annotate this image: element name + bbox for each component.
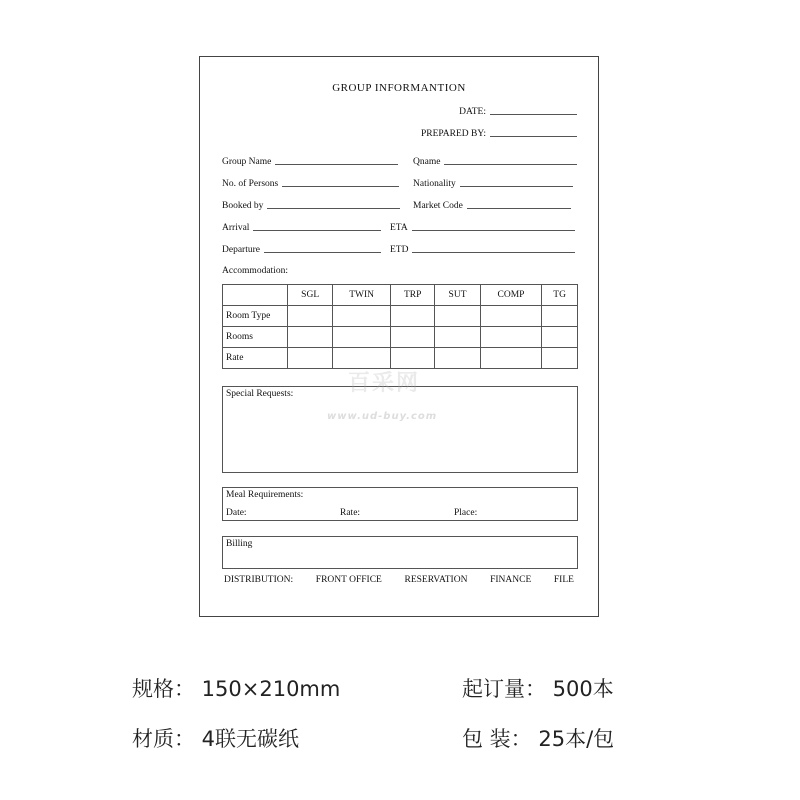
spec-packing: 包 装： 25本/包 <box>462 727 615 751</box>
form-title: GROUP INFORMANTION <box>332 82 466 94</box>
table-cell <box>435 327 480 348</box>
eta-line <box>412 230 575 231</box>
market-code-row <box>413 201 571 211</box>
prepared-label: PREPARED BY: <box>420 129 486 139</box>
qname-label: Qname <box>413 157 441 167</box>
table-cell <box>542 327 578 348</box>
table-cell <box>333 327 391 348</box>
meal-place-label: Place: <box>454 508 478 518</box>
table-cell <box>391 327 435 348</box>
meal-date-label: Date: <box>226 508 247 518</box>
arrival-line <box>253 230 381 231</box>
table-header-row <box>223 285 578 306</box>
date-line <box>490 114 577 115</box>
date-row <box>459 107 577 117</box>
accommodation-table <box>222 284 578 369</box>
billing-label: Billing <box>226 539 253 549</box>
table-cell <box>542 348 578 369</box>
meal-label: Meal Requirements: <box>226 490 304 500</box>
row-label-rooms: Rooms <box>223 327 288 348</box>
table-cell <box>288 306 333 327</box>
booked-row <box>222 201 400 211</box>
table-cell <box>288 327 333 348</box>
eta-label: ETA <box>390 223 408 233</box>
table-header-twin: TWIN <box>333 285 391 306</box>
row-label-room-type: Room Type <box>223 306 288 327</box>
distribution-reservation: RESERVATION <box>404 575 468 585</box>
group-name-label: Group Name <box>222 157 272 167</box>
table-cell <box>333 306 391 327</box>
table-cell <box>391 306 435 327</box>
meal-box <box>222 487 578 521</box>
spec-min-order: 起订量： 500本 <box>462 677 614 701</box>
nationality-row <box>413 179 573 189</box>
persons-line <box>282 186 399 187</box>
nationality-line <box>460 186 573 187</box>
table-cell <box>288 348 333 369</box>
eta-row <box>390 223 575 233</box>
billing-box <box>222 536 578 569</box>
etd-line <box>412 252 575 253</box>
distribution-label: DISTRIBUTION: <box>224 575 294 585</box>
market-code-line <box>467 208 571 209</box>
table-cell <box>435 348 480 369</box>
table-header-trp: TRP <box>391 285 435 306</box>
booked-label: Booked by <box>222 201 264 211</box>
distribution-front-office: FRONT OFFICE <box>315 575 382 585</box>
distribution-row <box>224 575 574 585</box>
table-header-sgl: SGL <box>288 285 333 306</box>
qname-line <box>444 164 577 165</box>
table-cell <box>435 306 480 327</box>
arrival-row <box>222 223 381 233</box>
booked-line <box>267 208 400 209</box>
distribution-file: FILE <box>553 575 574 585</box>
etd-label: ETD <box>390 245 409 255</box>
departure-row <box>222 245 381 255</box>
spec-material: 材质： 4联无碳纸 <box>132 727 300 751</box>
group-name-row <box>222 157 398 167</box>
persons-label: No. of Persons <box>222 179 279 189</box>
table-row <box>223 306 578 327</box>
table-cell <box>480 306 542 327</box>
arrival-label: Arrival <box>222 223 250 233</box>
distribution-finance: FINANCE <box>490 575 532 585</box>
etd-row <box>390 245 575 255</box>
qname-row <box>413 157 577 167</box>
special-requests-label: Special Requests: <box>226 389 294 399</box>
accommodation-text: Accommodation: <box>222 266 288 276</box>
departure-line <box>264 252 381 253</box>
table-header-sut: SUT <box>435 285 480 306</box>
table-cell <box>480 348 542 369</box>
table-cell <box>480 327 542 348</box>
table-header-comp: COMP <box>480 285 542 306</box>
meal-rate-label: Rate: <box>340 508 361 518</box>
departure-label: Departure <box>222 245 260 255</box>
table-row <box>223 327 578 348</box>
watermark-url: www.ud-buy.com <box>327 411 438 422</box>
table-corner-cell <box>223 285 288 306</box>
date-label: DATE: <box>459 107 486 117</box>
form-sheet <box>199 56 599 617</box>
special-requests-box <box>222 386 578 473</box>
table-header-tg: TG <box>542 285 578 306</box>
table-cell <box>542 306 578 327</box>
market-code-label: Market Code <box>413 201 463 211</box>
prepared-line <box>490 136 577 137</box>
prepared-row <box>421 129 577 139</box>
row-label-rate: Rate <box>223 348 288 369</box>
group-name-line <box>275 164 398 165</box>
persons-row <box>222 179 399 189</box>
watermark-logo: 百采网 <box>348 371 421 396</box>
accommodation-label <box>222 266 288 276</box>
nationality-label: Nationality <box>413 179 456 189</box>
spec-size: 规格： 150×210mm <box>132 677 341 701</box>
